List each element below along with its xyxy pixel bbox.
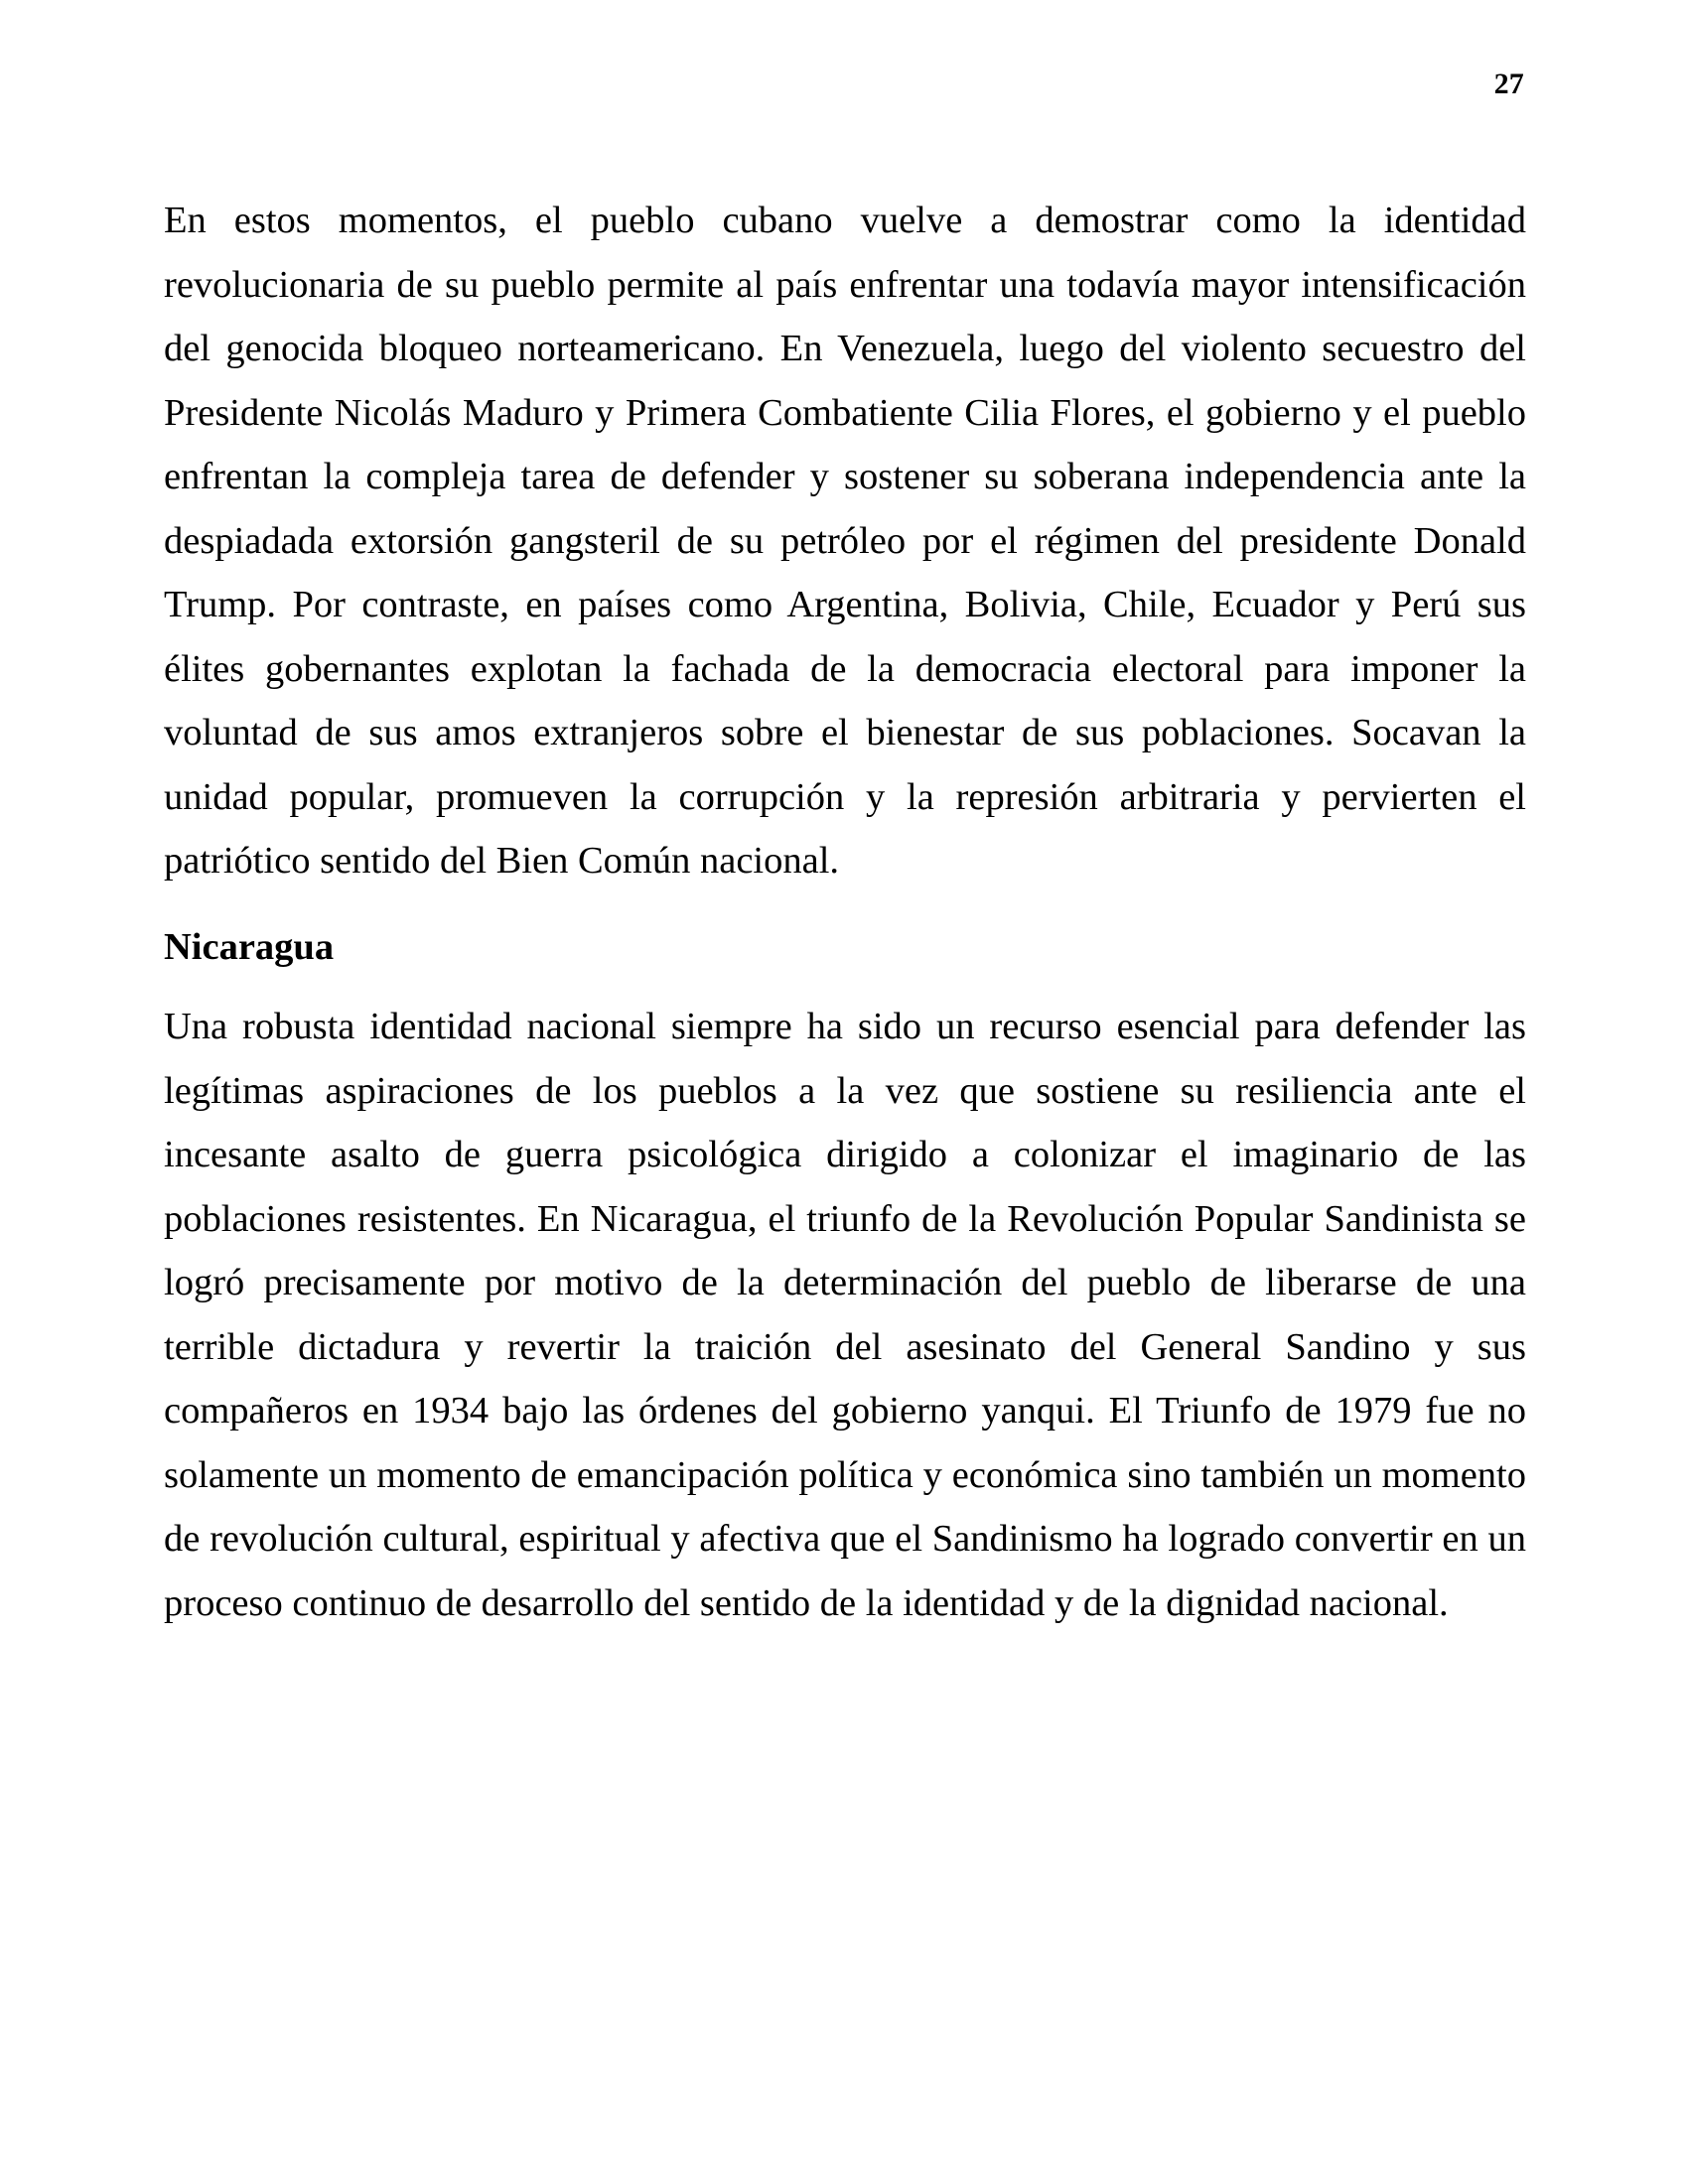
spacer-before-heading <box>164 893 1526 915</box>
section-heading-nicaragua: Nicaragua <box>164 925 335 968</box>
page-number: 27 <box>1493 68 1524 100</box>
text-column <box>164 189 1526 1635</box>
spacer-after-heading <box>164 979 1526 995</box>
paragraph-intro: En estos momentos, el pueblo cubano vuelve a demostrar como la identidad revolucionaria de su pueblo permite al país enfrentar una todavía mayor intensificación del genocida bloqueo norteamericano. En Venezuela, luego del violento secuestro del Presidente Nicolás Maduro y Primera Combatiente Cilia Flores, el gobierno y el pueblo enfrentan la compleja tarea de defender y sostener su soberana independencia ante la despiadada extorsión gangsteril de su petróleo por el régimen del presidente Donald Trump. Por contraste, en países como Argentina, Bolivia, Chile, Ecuador y Perú sus élites gobernantes explotan la fachada de la democracia electoral para imponer la voluntad de sus amos extranjeros sobre el bienestar de sus poblaciones. Socavan la unidad popular, promueven la corrupción y la represión arbitraria y pervierten el patriótico sentido del Bien Común nacional. <box>164 200 1526 882</box>
paragraph-nicaragua: Una robusta identidad nacional siempre ha sido un recurso esencial para defender las legítimas aspiraciones de los pueblos a la vez que sostiene su resiliencia ante el incesante asalto de guerra psicológica dirigido a colonizar el imaginario de las poblaciones resistentes. En Nicaragua, el triunfo de la Revolución Popular Sandinista se logró precisamente por motivo de la determinación del pueblo de liberarse de una terrible dictadura y revertir la traición del asesinato del General Sandino y sus compañeros en 1934 bajo las órdenes del gobierno yanqui. El Triunfo de 1979 fue no solamente un momento de emancipación política y económica sino también un momento de revolución cultural, espiritual y afectiva que el Sandinismo ha logrado convertir en un proceso continuo de desarrollo del sentido de la identidad y de la dignidad nacional. <box>164 1006 1526 1624</box>
page-header <box>164 69 1524 119</box>
